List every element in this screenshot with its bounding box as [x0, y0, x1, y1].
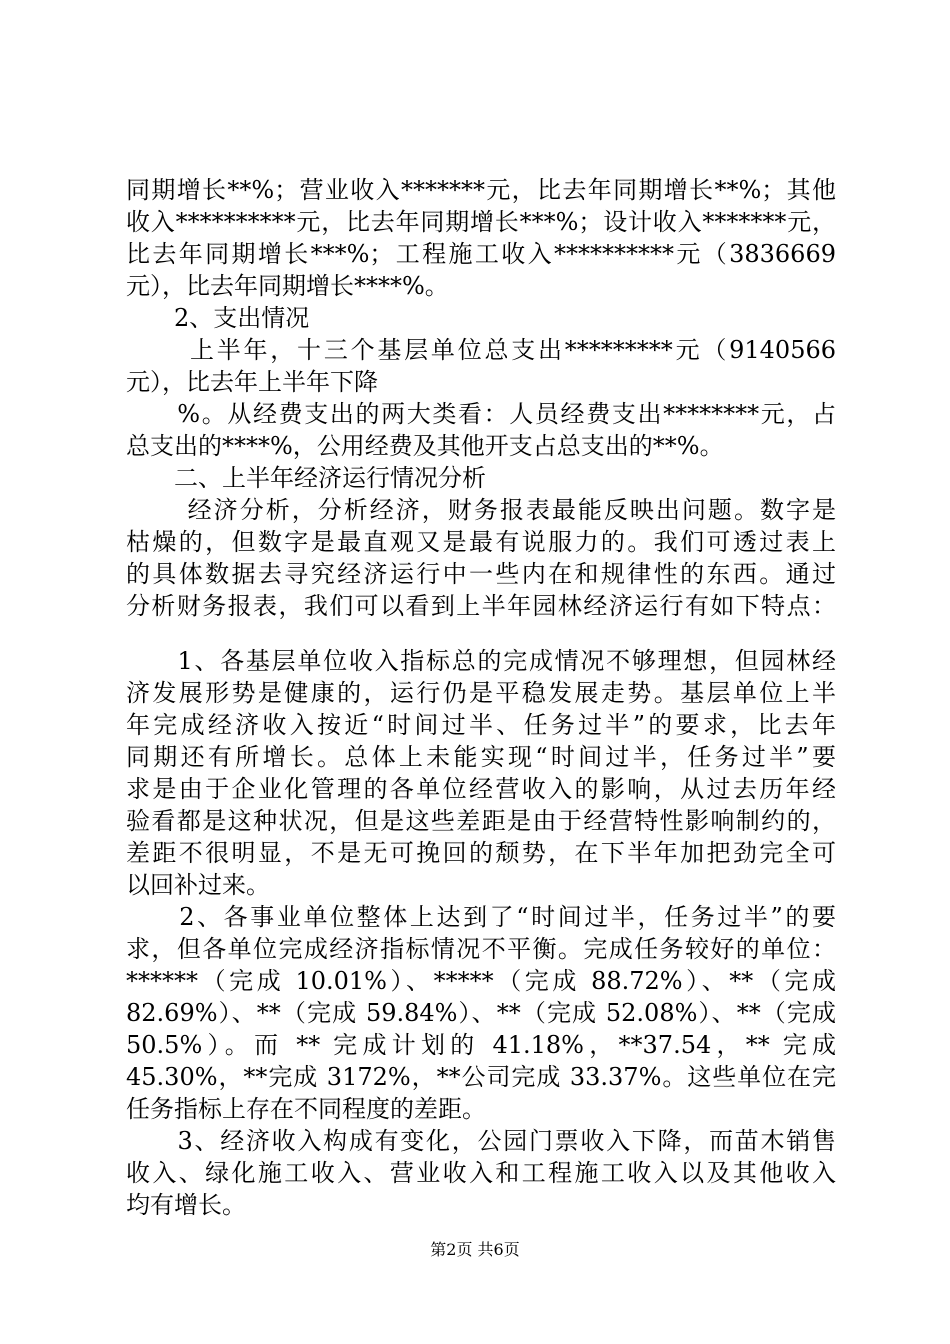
body-line-31: 收入、绿化施工收入、营业收入和工程施工收入以及其他收入: [126, 1159, 836, 1187]
body-line-18: 同期还有所增长。总体上未能实现“时间过半，任务过半”要: [126, 743, 836, 771]
body-line-16: 济发展形势是健康的，运行仍是平稳发展走势。基层单位上半: [126, 679, 836, 707]
body-line-25: ******（完成 10.01%）、*****（完成 88.72%）、**（完成: [126, 967, 836, 995]
body-line-26: 82.69%）、**（完成 59.84%）、**（完成 52.08%）、**（完成: [126, 999, 836, 1027]
body-line-6: 上半年，十三个基层单位总支出*********元（9140566: [126, 336, 836, 364]
section-heading-analysis: 二、上半年经济运行情况分析: [126, 464, 486, 492]
body-line-27: 50.5%）。而 ** 完成计划的 41.18%，**37.54，** 完成: [126, 1031, 836, 1059]
body-line-8: %。从经费支出的两大类看：人员经费支出********元，占: [126, 400, 836, 428]
body-line-19: 求是由于企业化管理的各单位经营收入的影响，从过去历年经: [126, 775, 836, 803]
page-number-label: 第2页 共6页: [430, 1240, 520, 1259]
body-line-30: 3、经济收入构成有变化，公园门票收入下降，而苗木销售: [126, 1127, 836, 1155]
page-footer: [0, 1240, 950, 1260]
body-line-1: 同期增长**%；营业收入*******元，比去年同期增长**%；其他: [126, 176, 836, 204]
body-line-13: 的具体数据去寻究经济运行中一些内在和规律性的东西。通过: [126, 560, 836, 588]
body-line-4: 元），比去年同期增长****%。: [126, 272, 449, 300]
body-line-17: 年完成经济收入按近“时间过半、任务过半”的要求，比去年: [126, 711, 836, 739]
body-line-20: 验看都是这种状况，但是这些差距是由于经营特性影响制约的，: [126, 807, 836, 835]
body-line-29: 任务指标上存在不同程度的差距。: [126, 1095, 486, 1123]
paragraph-gap: [126, 622, 836, 645]
body-line-3: 比去年同期增长***%；工程施工收入**********元（3836669: [126, 240, 836, 268]
body-line-22: 以回补过来。: [126, 871, 270, 899]
body-line-11: 经济分析，分析经济，财务报表最能反映出问题。数字是: [126, 496, 836, 524]
body-line-15: 1、各基层单位收入指标总的完成情况不够理想，但园林经: [126, 647, 836, 675]
body-line-28: 45.30%，**完成 3172%，**公司完成 33.37%。这些单位在完: [126, 1063, 836, 1091]
body-line-12: 枯燥的，但数字是最直观又是最有说服力的。我们可透过表上: [126, 528, 836, 556]
body-line-32: 均有增长。: [126, 1191, 246, 1219]
section-heading-expenditure: 2、支出情况: [126, 304, 310, 332]
body-line-2: 收入**********元，比去年同期增长***%；设计收入*******元，: [126, 208, 836, 236]
body-line-21: 差距不很明显，不是无可挽回的颓势，在下半年加把劲完全可: [126, 839, 836, 867]
body-line-24: 求，但各单位完成经济指标情况不平衡。完成任务较好的单位：: [126, 935, 836, 963]
body-line-14: 分析财务报表，我们可以看到上半年园林经济运行有如下特点：: [126, 592, 836, 620]
body-line-9: 总支出的****%，公用经费及其他开支占总支出的**%。: [126, 432, 724, 460]
body-line-7: 元），比去年上半年下降: [126, 368, 378, 396]
body-line-23: 2、各事业单位整体上达到了“时间过半，任务过半”的要: [126, 903, 836, 931]
document-body: [126, 174, 836, 1221]
